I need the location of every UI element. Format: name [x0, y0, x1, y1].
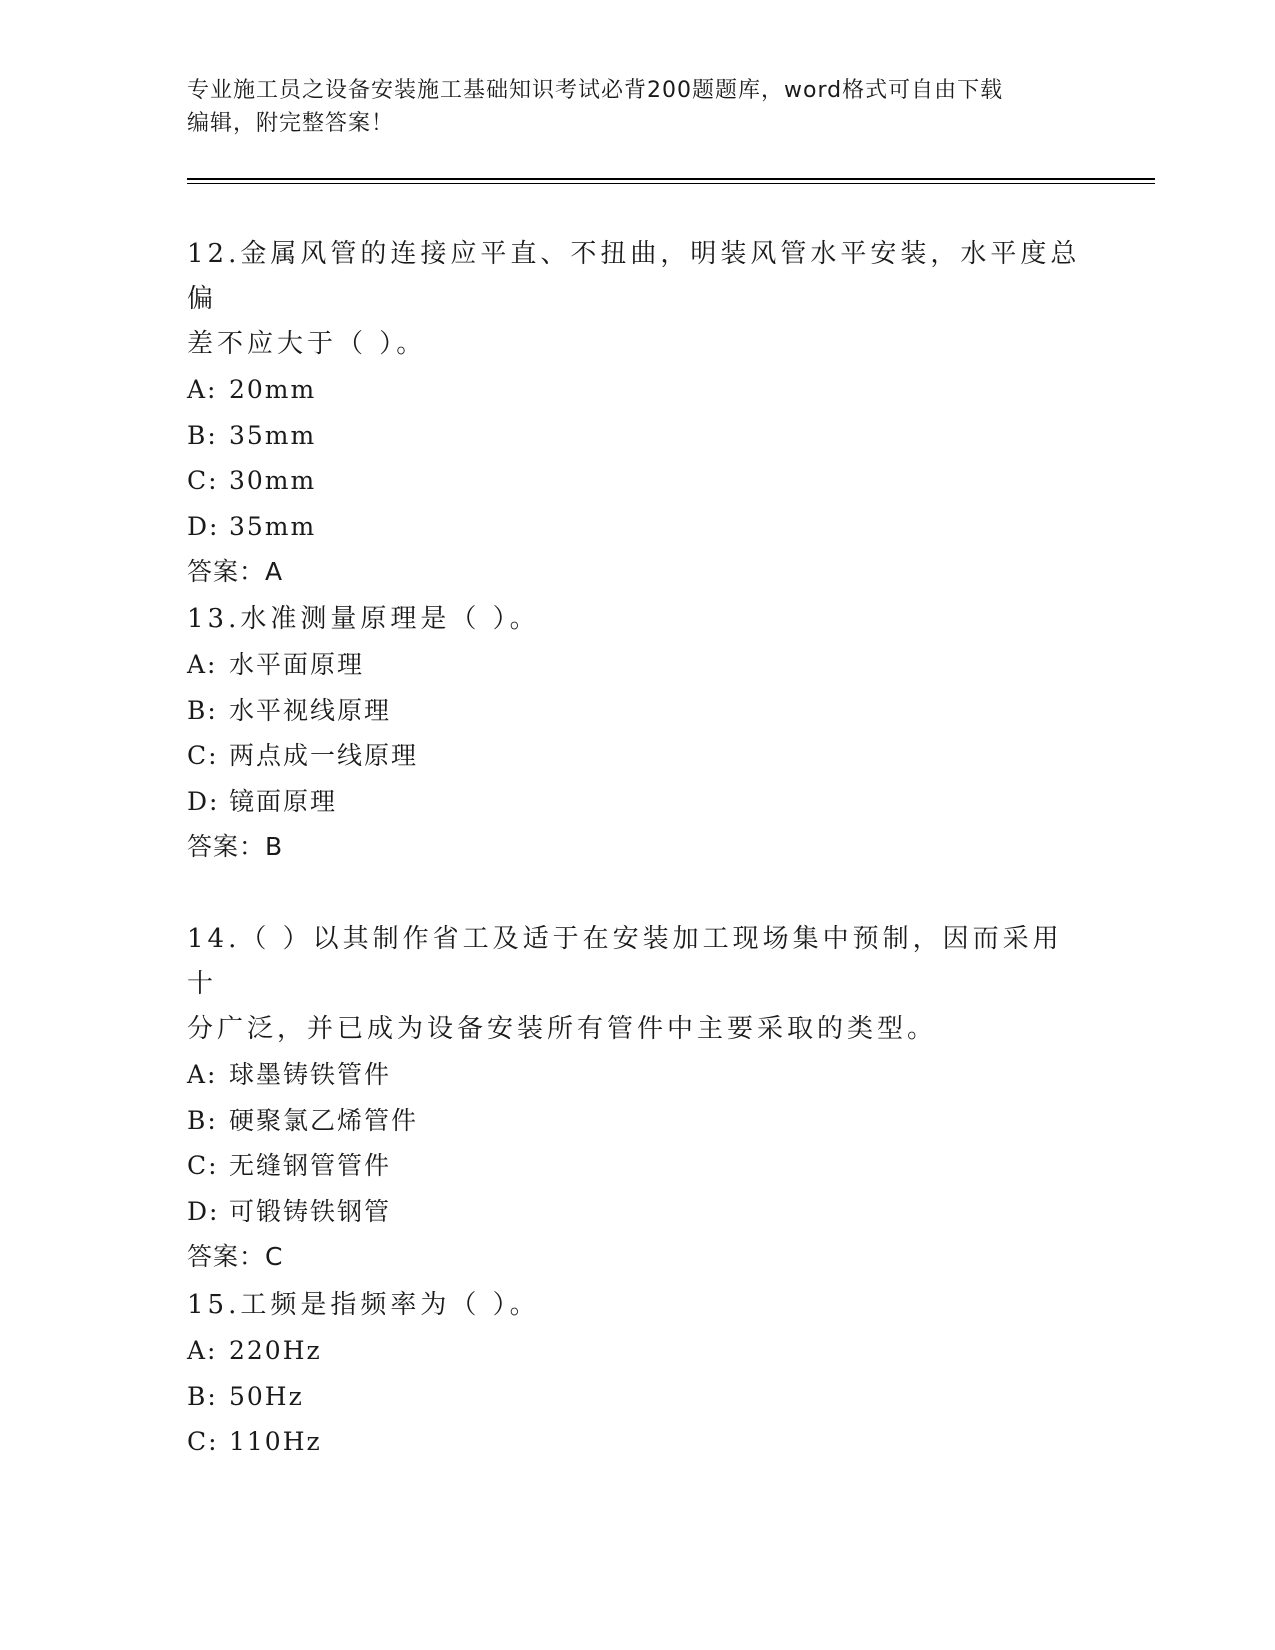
document-header: [187, 74, 1087, 140]
question-15: [187, 1283, 1087, 1465]
option-text: 220Hz: [229, 1336, 322, 1365]
question-line: 15.工频是指频率为（ ）。: [187, 1290, 540, 1320]
question-text: [187, 1283, 1087, 1328]
option-letter: B:: [187, 1381, 218, 1411]
option-b: [187, 413, 1087, 459]
answer: 答案：B: [187, 832, 284, 861]
header-rule-thick: [187, 178, 1155, 180]
option-b: [187, 1374, 1087, 1420]
question-14: [187, 917, 1087, 1280]
option-letter: A:: [187, 650, 218, 679]
option-letter: B:: [187, 420, 218, 450]
question-line: 14.（ ）以其制作省工及适于在安装加工现场集中预制，因而采用十: [187, 924, 1063, 999]
option-c: [187, 1419, 1087, 1465]
question-12: [187, 232, 1087, 595]
header-rule-thin: [187, 183, 1155, 184]
option-text: 水平面原理: [229, 650, 365, 679]
option-letter: D:: [187, 786, 220, 816]
option-letter: D:: [187, 511, 220, 541]
option-a: [187, 1052, 1087, 1098]
option-a: [187, 642, 1087, 688]
option-letter: B:: [187, 695, 218, 725]
question-line: 13.水准测量原理是（ ）。: [187, 604, 540, 634]
option-d: [187, 779, 1087, 825]
option-text: 50Hz: [229, 1381, 304, 1411]
question-13: [187, 597, 1087, 870]
option-text: 两点成一线原理: [229, 741, 419, 770]
option-d: [187, 504, 1087, 550]
question-line: 差不应大于（ ）。: [187, 329, 427, 359]
option-letter: A:: [187, 1060, 218, 1089]
option-a: [187, 1328, 1087, 1374]
option-d: [187, 1189, 1087, 1235]
option-letter: D:: [187, 1196, 220, 1226]
option-b: [187, 1098, 1087, 1144]
option-letter: C:: [187, 466, 219, 495]
option-letter: A:: [187, 1336, 218, 1365]
option-b: [187, 688, 1087, 734]
option-a: [187, 367, 1087, 413]
option-text: 110Hz: [229, 1427, 322, 1456]
header-line-2: 编辑，附完整答案！: [187, 111, 395, 136]
question-line: 12.金属风管的连接应平直、不扭曲，明装风管水平安装，水平度总偏: [187, 239, 1081, 314]
question-text: [187, 232, 1087, 367]
option-text: 20mm: [229, 375, 317, 404]
option-c: [187, 733, 1087, 779]
question-line: 分广泛，并已成为设备安装所有管件中主要采取的类型。: [187, 1014, 938, 1044]
option-letter: A:: [187, 375, 218, 404]
option-text: 无缝钢管管件: [229, 1151, 392, 1180]
question-text: [187, 597, 1087, 642]
option-text: 可锻铸铁钢管: [229, 1196, 392, 1226]
option-text: 球墨铸铁管件: [229, 1060, 392, 1089]
option-text: 镜面原理: [229, 786, 338, 816]
option-c: [187, 1143, 1087, 1189]
option-letter: C:: [187, 741, 219, 770]
option-text: 35mm: [229, 511, 317, 541]
option-text: 硬聚氯乙烯管件: [229, 1105, 419, 1135]
question-text: [187, 917, 1087, 1052]
option-c: [187, 458, 1087, 504]
answer: 答案：A: [187, 557, 284, 586]
option-letter: B:: [187, 1105, 218, 1135]
option-text: 35mm: [229, 420, 317, 450]
option-text: 30mm: [229, 466, 317, 495]
answer: 答案：C: [187, 1242, 284, 1271]
header-line-1: 专业施工员之设备安装施工基础知识考试必背200题题库，word格式可自由下载: [187, 78, 1004, 103]
option-letter: C:: [187, 1151, 219, 1180]
option-text: 水平视线原理: [229, 695, 392, 725]
option-letter: C:: [187, 1427, 219, 1456]
